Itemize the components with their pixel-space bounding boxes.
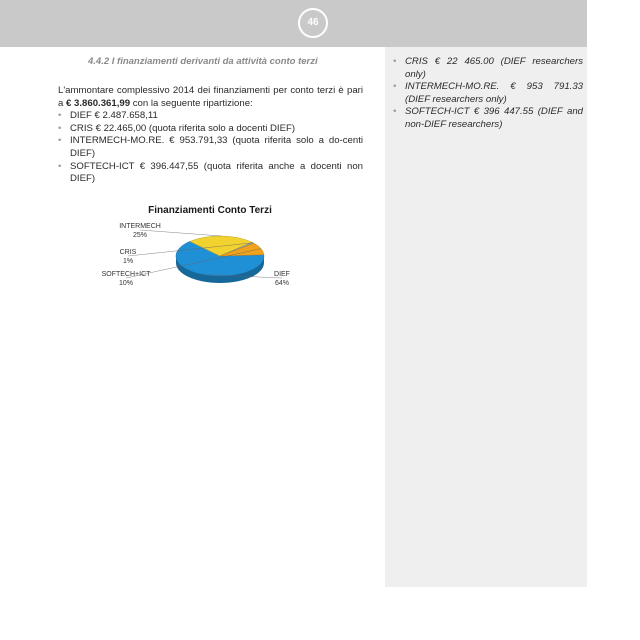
header-band <box>0 0 587 47</box>
pie-slice-percent: 1% <box>122 258 134 265</box>
pie-slice-label: SOFTECH+ICT <box>101 271 151 278</box>
list-item: • INTERMECH-MO.RE. € 953.791,33 (quota riferita solo a do-centi DIEF) <box>58 135 363 160</box>
chart-title: Finanziamenti Conto Terzi <box>148 205 272 216</box>
intro-paragraph <box>58 85 363 110</box>
pie-slice-percent: 10% <box>118 280 134 287</box>
section-title: 4.4.2 I finanziamenti derivanti da attività conto terzi <box>88 56 318 67</box>
list-item: • CRIS € 22.465,00 (quota riferita solo a docenti DIEF) <box>58 123 363 136</box>
pie-slice-label: CRIS <box>119 249 137 256</box>
intro-prefix: L'ammontare complessivo 2014 dei finanziamenti per conto terzi è pari a <box>58 85 363 109</box>
list-item: • INTERMECH-MO.RE. € 953 791.33 (DIEF researchers only) <box>393 81 583 106</box>
list-item: • DIEF € 2.487.658,11 <box>58 110 363 123</box>
pie-slice-percent: 64% <box>274 280 290 287</box>
pie-slice-label: DIEF <box>274 271 290 278</box>
english-breakdown-list <box>393 56 583 132</box>
pie-slice-label: INTERMECH <box>119 223 161 230</box>
intro-suffix: con la seguente ripartizione: <box>130 97 253 109</box>
list-item: • SOFTECH-ICT € 396 447.55 (DIEF and non-DIEF researchers) <box>393 106 583 131</box>
list-item: • CRIS € 22 465.00 (DIEF researchers only) <box>393 56 583 81</box>
pie-leader-line <box>140 230 221 236</box>
pie-chart <box>100 216 300 296</box>
english-text-column <box>393 56 583 132</box>
italian-breakdown-list <box>58 110 363 186</box>
page-number-badge: 46 <box>298 8 328 38</box>
list-item: • SOFTECH-ICT € 396.447,55 (quota riferita anche a docenti non DIEF) <box>58 161 363 186</box>
italian-text-column <box>58 85 363 186</box>
pie-slice-percent: 25% <box>132 232 148 239</box>
intro-total: € 3.860.361,99 <box>66 97 131 109</box>
